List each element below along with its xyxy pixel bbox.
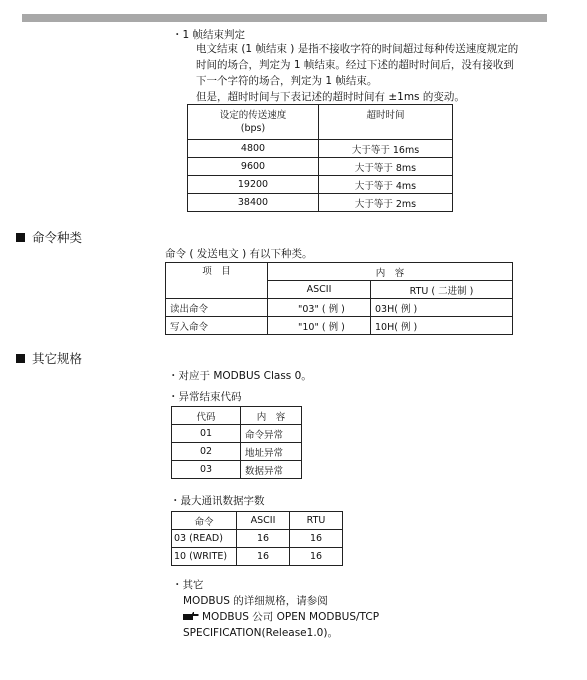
command-item: 写入命令 xyxy=(166,317,268,335)
bullet-square-icon xyxy=(16,233,25,242)
table-row xyxy=(188,176,453,194)
max-words-title: ・最大通讯数据字数 xyxy=(170,495,265,507)
misc-line-3: SPECIFICATION(Release1.0)。 xyxy=(183,627,338,639)
error-code: 01 xyxy=(172,425,241,443)
header-bar xyxy=(22,14,547,22)
error-code-table xyxy=(171,406,302,479)
command-header-ascii: ASCII xyxy=(268,281,371,299)
error-code: 03 xyxy=(172,461,241,479)
timeout-speed: 4800 xyxy=(188,140,319,158)
table-row xyxy=(172,425,302,443)
timeout-header-speed-line2: (bps) xyxy=(240,123,266,134)
frame-end-line-1: 电文结束 (1 帧结束 ) 是指不接收字符的时间超过每种传送速度规定的 xyxy=(196,43,519,55)
max-header-rtu: RTU xyxy=(290,512,343,530)
command-rtu: 03H( 例 ) xyxy=(371,299,513,317)
frame-end-line-3: 下一个字符的场合，判定为 1 帧结束。 xyxy=(196,75,378,87)
error-content: 命令异常 xyxy=(241,425,302,443)
max-header-cmd: 命令 xyxy=(172,512,237,530)
timeout-header-timeout: 超时时间 xyxy=(319,105,453,140)
max-cmd: 03 (READ) xyxy=(172,530,237,548)
max-ascii: 16 xyxy=(237,548,290,566)
bullet-square-icon xyxy=(16,354,25,363)
error-content: 地址异常 xyxy=(241,443,302,461)
table-row xyxy=(166,299,513,317)
timeout-header-speed xyxy=(188,105,319,140)
table-row xyxy=(188,158,453,176)
command-item: 读出命令 xyxy=(166,299,268,317)
frame-end-line-4: 但是，超时时间与下表记述的超时时间有 ±1ms 的变动。 xyxy=(196,91,465,103)
table-row xyxy=(172,443,302,461)
table-row xyxy=(166,317,513,335)
misc-line-2 xyxy=(183,610,379,624)
command-ascii: "10" ( 例 ) xyxy=(268,317,371,335)
timeout-speed: 9600 xyxy=(188,158,319,176)
max-header-ascii: ASCII xyxy=(237,512,290,530)
command-header-rtu: RTU ( 二进制 ) xyxy=(371,281,513,299)
timeout-value: 大于等于 8ms xyxy=(319,158,453,176)
max-rtu: 16 xyxy=(290,548,343,566)
error-code: 02 xyxy=(172,443,241,461)
command-heading xyxy=(16,231,82,245)
table-row xyxy=(172,548,343,566)
frame-end-title: ・1 帧结束判定 xyxy=(172,29,246,41)
command-header-item: 项 目 xyxy=(166,263,268,299)
timeout-value: 大于等于 16ms xyxy=(319,140,453,158)
table-row xyxy=(172,461,302,479)
misc-line-2-text: MODBUS 公司 OPEN MODBUS/TCP xyxy=(202,611,380,623)
frame-end-line-2: 时间的场合，判定为 1 帧结束。经过下述的超时时间后，没有接收到 xyxy=(196,59,514,71)
timeout-speed: 19200 xyxy=(188,176,319,194)
timeout-table xyxy=(187,104,453,212)
error-header-code: 代码 xyxy=(172,407,241,425)
modbus-class-text: ・对应于 MODBUS Class 0。 xyxy=(168,370,312,382)
misc-title: ・其它 xyxy=(172,579,204,591)
max-cmd: 10 (WRITE) xyxy=(172,548,237,566)
timeout-value: 大于等于 2ms xyxy=(319,194,453,212)
command-heading-text: 命令种类 xyxy=(32,230,83,245)
misc-line-1: MODBUS 的详细规格，请参阅 xyxy=(183,595,328,607)
pointing-hand-icon xyxy=(183,611,199,621)
timeout-speed: 38400 xyxy=(188,194,319,212)
max-words-table xyxy=(171,511,343,566)
max-rtu: 16 xyxy=(290,530,343,548)
timeout-header-speed-line1: 设定的传送速度 xyxy=(219,110,287,121)
table-row xyxy=(188,194,453,212)
command-table xyxy=(165,262,513,335)
table-row xyxy=(188,140,453,158)
error-content: 数据异常 xyxy=(241,461,302,479)
max-ascii: 16 xyxy=(237,530,290,548)
table-row xyxy=(172,530,343,548)
error-header-content: 内 容 xyxy=(241,407,302,425)
command-intro: 命令 ( 发送电文 ) 有以下种类。 xyxy=(165,248,313,260)
error-code-title: ・异常结束代码 xyxy=(168,391,242,403)
other-heading xyxy=(16,352,82,366)
timeout-value: 大于等于 4ms xyxy=(319,176,453,194)
command-header-content: 内 容 xyxy=(268,263,513,281)
command-ascii: "03" ( 例 ) xyxy=(268,299,371,317)
command-rtu: 10H( 例 ) xyxy=(371,317,513,335)
other-heading-text: 其它规格 xyxy=(32,351,83,366)
